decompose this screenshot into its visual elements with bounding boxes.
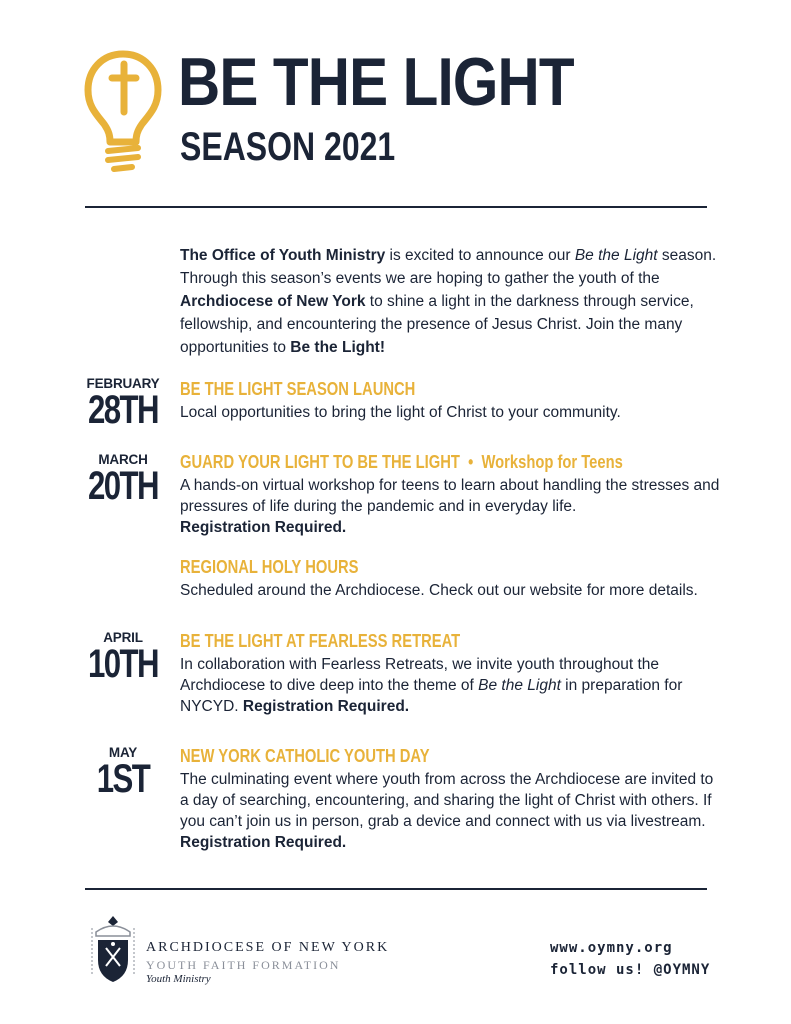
event-item	[180, 745, 720, 853]
event-description-text: in preparation for NYCYD.	[180, 677, 683, 715]
intro-org-name: The Office of Youth Ministry	[180, 247, 386, 264]
event-date	[76, 452, 170, 508]
registration-required: Registration Required.	[242, 698, 410, 715]
event-description-text: A hands-on virtual workshop for teens to learn about handling the stresses and pressures of life during the pandemic and in everyday life.	[180, 477, 720, 515]
event-date	[76, 745, 170, 801]
event-title: BE THE LIGHT AT FEARLESS RETREAT	[180, 631, 461, 651]
event-month: MARCH	[98, 452, 148, 467]
org-department: YOUTH FAITH FORMATION	[146, 958, 341, 972]
org-office: Youth Ministry	[146, 973, 211, 985]
lightbulb-cross-icon	[84, 50, 162, 174]
event-month: MAY	[108, 745, 138, 760]
page-title: BE THE LIGHT	[178, 44, 574, 120]
event-date	[76, 376, 170, 432]
event-description: Scheduled around the Archdiocese. Check out our website for more details.	[180, 582, 698, 599]
event-item	[180, 630, 720, 717]
intro-archdiocese: Archdiocese of New York	[180, 293, 366, 310]
registration-required: Registration Required.	[180, 519, 347, 536]
page-subtitle: SEASON 2021	[180, 125, 396, 169]
intro-text-3: to shine a light in the darkness through service, fellowship, and encountering the presence of Jesus Christ. Join the many opportunities to	[180, 293, 694, 356]
event-title: REGIONAL HOLY HOURS	[180, 557, 359, 577]
event-title-main: GUARD YOUR LIGHT TO BE THE LIGHT	[180, 452, 460, 472]
registration-required: Registration Required.	[180, 834, 347, 851]
event-description-text: The culminating event where youth from across the Archdiocese are invited to a day of searching, encountering, and sharing the light of Christ with others. If you can’t join us in person, grab a device and connect with us via livestream.	[180, 771, 714, 830]
event-description-text: In collaboration with Fearless Retreats, we invite youth throughout the Archdiocese to dive deep into the theme of	[180, 656, 660, 694]
social-handle[interactable]: follow us! @OYMNY	[550, 962, 711, 978]
event-item	[180, 451, 720, 538]
intro-paragraph	[180, 244, 720, 359]
event-month: APRIL	[103, 630, 143, 645]
archdiocese-crest-icon	[86, 914, 140, 986]
event-description: Local opportunities to bring the light of Christ to your community.	[180, 404, 621, 421]
event-title-separator: •	[459, 452, 482, 472]
event-date	[76, 630, 170, 686]
org-name: ARCHDIOCESE OF NEW YORK	[146, 940, 390, 955]
event-month: FEBRUARY	[86, 376, 160, 391]
event-day: 20TH	[87, 464, 159, 508]
event-title: BE THE LIGHT SEASON LAUNCH	[180, 379, 416, 399]
footer-divider	[85, 888, 707, 890]
intro-text-2: season. Through this season’s events we are hoping to gather the youth of the	[180, 247, 717, 287]
event-title-sub: Workshop for Teens	[481, 452, 623, 472]
header-divider	[85, 206, 707, 208]
intro-call-to-action: Be the Light!	[290, 339, 386, 356]
event-description	[180, 769, 720, 853]
event-description	[180, 475, 720, 538]
event-item	[180, 378, 720, 423]
website-link[interactable]: www.oymny.org	[550, 940, 673, 956]
event-title	[180, 451, 623, 473]
event-title: NEW YORK CATHOLIC YOUTH DAY	[180, 746, 430, 766]
event-day: 10TH	[87, 642, 159, 686]
intro-season-name: Be the Light	[574, 247, 658, 264]
contact-block	[550, 937, 710, 981]
intro-text-1: is excited to announce our	[385, 247, 575, 264]
event-day: 1ST	[96, 757, 150, 801]
event-description	[180, 654, 720, 717]
event-item	[180, 556, 720, 601]
event-theme: Be the Light	[478, 677, 561, 694]
event-day: 28TH	[87, 388, 159, 432]
